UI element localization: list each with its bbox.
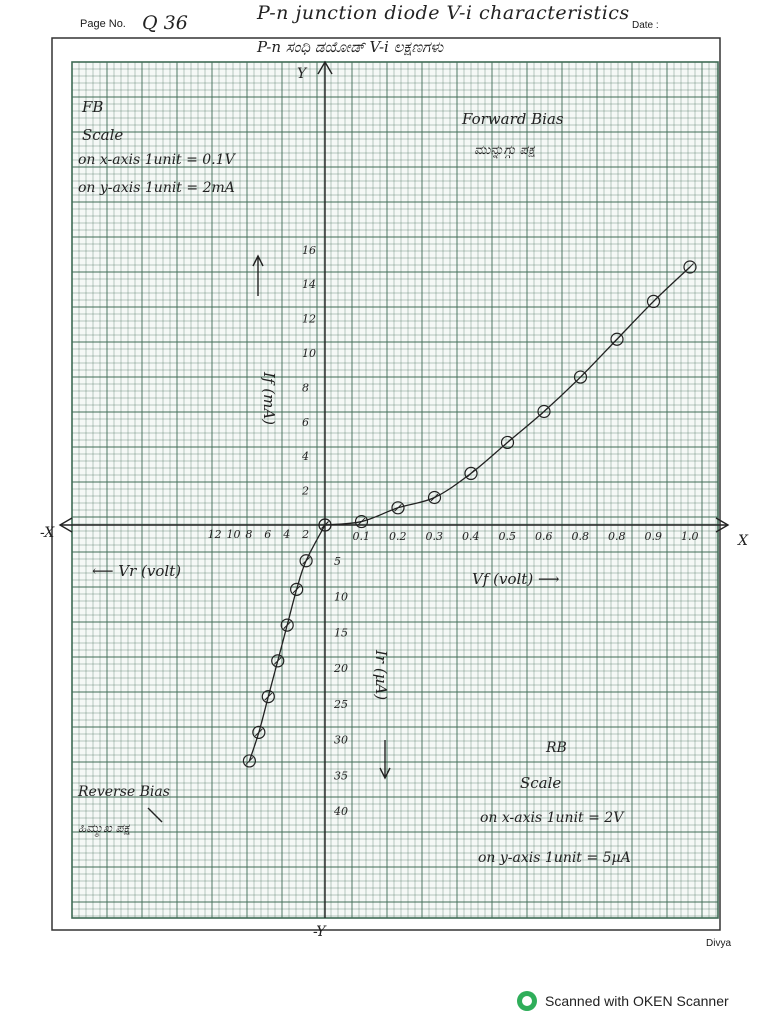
fb-x-tick-label: 0.2 [389, 530, 407, 543]
fb-x-tick-label: 0.6 [535, 530, 553, 543]
rb-y-tick-label: 10 [334, 590, 348, 604]
rb-scale-y: on y-axis 1unit = 5μA [478, 850, 631, 866]
rb-y-axis-title: Ir (μA) [372, 650, 390, 701]
reverse-bias-label: Reverse Bias [78, 784, 170, 800]
fb-tag: FB [82, 98, 104, 116]
rb-x-tick-label: 8 [245, 528, 253, 541]
fb-x-tick-label: 0.5 [498, 530, 516, 543]
fb-x-tick-label: 0.3 [425, 530, 443, 543]
author-name: Divya [706, 938, 732, 949]
oken-scanner-logo-icon [517, 991, 537, 1011]
fb-x-tick-label: 0.8 [608, 530, 626, 543]
fb-scale-y: on y-axis 1unit = 2mA [78, 180, 235, 196]
rb-y-tick-label: 5 [334, 554, 341, 568]
reverse-bias-label-kannada: ಹಿಮ್ಮುಖ ಪಕ್ಷ [78, 821, 130, 835]
rb-y-tick-label: 35 [334, 769, 348, 783]
fb-y-tick-label: 8 [302, 381, 309, 395]
y-axis-positive-label: Y [297, 66, 307, 82]
rb-y-tick-label: 25 [334, 697, 348, 711]
rb-x-tick-label: 4 [283, 528, 291, 541]
fb-x-tick-label: 1.0 [681, 530, 699, 543]
page-title: P-n junction diode V-i characteristics [257, 2, 630, 24]
fb-scale-x: on x-axis 1unit = 0.1V [78, 152, 235, 168]
fb-y-tick-label: 4 [302, 450, 309, 464]
rb-scale-x: on x-axis 1unit = 2V [480, 810, 624, 826]
fb-y-axis-title: If (mA) [260, 372, 278, 426]
fb-y-tick-label: 2 [302, 484, 309, 498]
scanner-watermark-text: Scanned with OKEN Scanner [545, 993, 729, 1009]
rb-x-axis-title: ⟵ Vr (volt) [92, 562, 182, 580]
rb-y-tick-label: 40 [334, 805, 348, 818]
rb-x-tick-label: 2 [302, 528, 310, 541]
date-label: Date : [632, 20, 659, 31]
fb-x-tick-label: 0.9 [644, 530, 662, 543]
y-axis-negative-label: -Y [313, 924, 326, 940]
fb-x-tick-label: 0.8 [571, 530, 589, 543]
rb-tag: RB [546, 740, 567, 756]
page-number-label: Page No. [80, 18, 126, 30]
rb-x-tick-label: 6 [264, 528, 272, 541]
rb-scale-title: Scale [520, 774, 562, 792]
rb-y-tick-label: 20 [334, 662, 348, 675]
fb-x-tick-label: 0.4 [462, 530, 480, 543]
rb-y-tick-label: 30 [334, 733, 348, 747]
rb-x-tick-label: 10 [226, 528, 241, 541]
scanner-watermark [517, 991, 729, 1011]
fb-y-tick-label: 10 [302, 347, 316, 360]
fb-y-tick-label: 12 [302, 312, 316, 326]
x-axis-negative-label: -X [40, 525, 55, 541]
fb-scale-title: Scale [82, 126, 124, 144]
forward-bias-label: Forward Bias [462, 110, 564, 128]
rb-y-tick-label: 15 [334, 626, 348, 640]
x-axis-positive-label: X [738, 533, 748, 549]
fb-x-tick-label: 0.1 [352, 530, 370, 543]
fb-x-axis-title: Vf (volt) ⟶ [472, 570, 560, 588]
fb-y-tick-label: 6 [302, 415, 309, 429]
forward-bias-label-kannada: ಮುನ್ನುಗ್ಗು ಪಕ್ಷ [474, 143, 536, 158]
page-subtitle: P-n ಸಂಧಿ ಡಯೋಡ್ V-i ಲಕ್ಷಣಗಳು [257, 38, 444, 56]
page-number-value: Q 36 [142, 12, 188, 34]
fb-y-tick-label: 16 [302, 243, 316, 257]
rb-x-tick-label: 12 [207, 528, 222, 541]
fb-y-tick-label: 14 [302, 278, 316, 292]
